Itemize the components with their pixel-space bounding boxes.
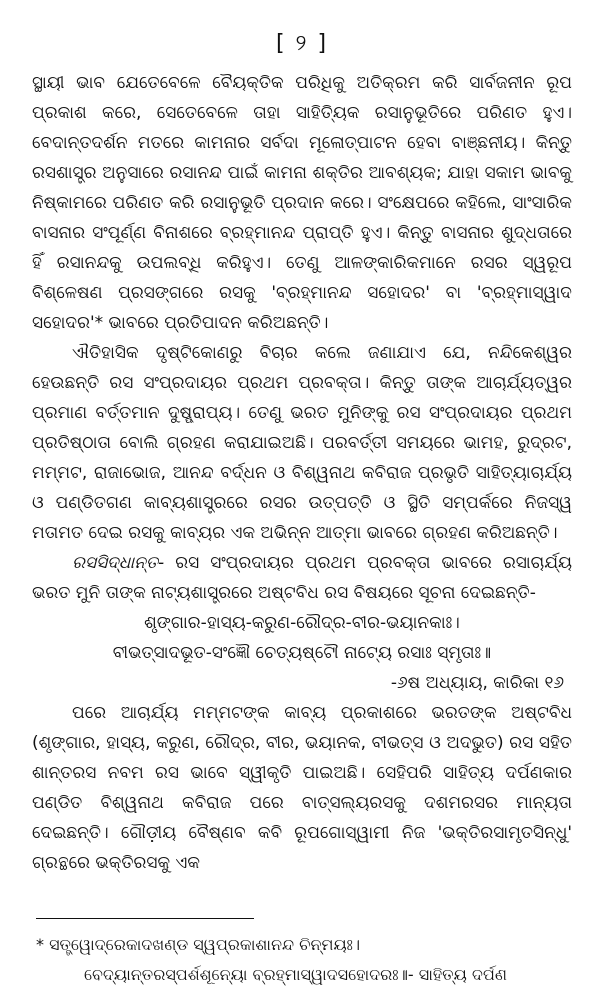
- paragraph-2: ଐତିହାସିକ ଦୃଷ୍ଟିକୋଣରୁ ବିଚାର କଲେ ଜଣାଯାଏ ଯେ, ନନ୍ଦିକେଶ୍ୱର ହେଉଛନ୍ତି ରସ ସଂପ୍ରଦାୟର ପ୍ରଥମ ପ୍ରବକ୍ତା। କିନ୍ତୁ ତାଙ୍କ ଆଚାର୍ଯ୍ୟତ୍ୱର ପ୍ରମାଣ ବର୍ତ୍ତମାନ ଦୁଷ୍ପ୍ରାପ୍ୟ। ତେଣୁ ଭରତ ମୁନିଙ୍କୁ ରସ ସଂପ୍ରଦାୟର ପ୍ରଥମ ପ୍ରତିଷ୍ଠାତା ବୋଲି ଗ୍ରହଣ କରାଯାଇଅଛି। ପରବର୍ତ୍ତୀ ସମୟରେ ଭାମହ, ରୁଦ୍ରଟ, ମମ୍ମଟ, ରାଜାଭୋଜ, ଆନନ୍ଦ ବର୍ଦ୍ଧନ ଓ ବିଶ୍ୱନାଥ କବିରାଜ ପ୍ରଭୃତି ସାହିତ୍ୟାଚାର୍ଯ୍ୟ ଓ ପଣ୍ଡିତଗଣ କାବ୍ୟଶାସ୍ତ୍ରରେ ରସର ଉତ୍ପତ୍ତି ଓ ସ୍ଥିତି ସମ୍ପର୍କରେ ନିଜସ୍ୱ ମତାମତ ଦେଇ ରସକୁ କାବ୍ୟର ଏକ ଅଭିନ୍ନ ଆତ୍ମା ଭାବରେ ଗ୍ରହଣ କରିଅଛନ୍ତି।: [32, 343, 572, 543]
- footnote-line-2: ବେଦ୍ୟାନ୍ତରସ୍ପର୍ଶଶୂନ୍ୟୋ ବ୍ରହ୍ମାସ୍ୱାଦସହୋଦରଃ॥- ସାହିତ୍ୟ ଦର୍ପଣ: [84, 965, 507, 984]
- section-lead-rasasiddhanta: ରସସିଦ୍ଧାନ୍ତ-: [72, 553, 165, 573]
- verse-reference: -୬ଷ ଅଧ୍ୟାୟ, କାରିକା ୧୬: [390, 673, 564, 693]
- paragraph-3: [32, 548, 572, 608]
- verse-line-1: ଶୃଙ୍ଗାର-ହାସ୍ୟ-କରୁଣ-ରୌଦ୍ର-ବୀର-ଭୟାନକାଃ।: [144, 613, 460, 633]
- footnote: [32, 930, 572, 990]
- footnote-divider: [36, 918, 254, 919]
- paragraph-1: ସ୍ଥାୟୀ ଭାବ ଯେତେବେଳେ ବୈୟକ୍ତିକ ପରିଧିକୁ ଅତିକ୍ରମ କରି ସାର୍ବଜନୀନ ରୂପ ପ୍ରକାଶ କରେ, ସେତେବେଳେ ତାହା ସାହିତ୍ୟିକ ରସାନୁଭୂତିରେ ପରିଣତ ହୁଏ। ବେଦାନ୍ତଦର୍ଶନ ମତରେ କାମନାର ସର୍ବଦା ମୂଳୋତ୍ପାଟନ ହେବା ବାଞ୍ଛନୀୟ। କିନ୍ତୁ ରସଶାସ୍ତ୍ର ଅନୁସାରେ ରସାନନ୍ଦ ପାଇଁ କାମନା ଶକ୍ତିର ଆବଶ୍ୟକ; ଯାହା ସକାମ ଭାବକୁ ନିଷ୍କାମରେ ପରିଣତ କରି ରସାନୁଭୂତି ପ୍ରଦାନ କରେ। ସଂକ୍ଷେପରେ କହିଲେ, ସାଂସାରିକ ବାସନାର ସଂପୂର୍ଣ୍ଣ ବିନାଶରେ ବ୍ରହ୍ମାନନ୍ଦ ପ୍ରାପ୍ତି ହୁଏ। କିନ୍ତୁ ବାସନାର ଶୁଦ୍ଧତାରେ ହିଁ ରସାନନ୍ଦକୁ ଉପଲବ୍ଧି କରିହୁଏ। ତେଣୁ ଆଳଙ୍କାରିକମାନେ ରସର ସ୍ୱରୂପ ବିଶ୍ଳେଷଣ ପ୍ରସଙ୍ଗରେ ରସକୁ 'ବ୍ରହ୍ମାନନ୍ଦ ସହୋଦର' ବା 'ବ୍ରହ୍ମାସ୍ୱାଦ ସହୋଦର'* ଭାବରେ ପ୍ରତିପାଦନ କରିଅଛନ୍ତି।: [32, 73, 572, 333]
- verse-line-2: ବୀଭତ୍ସାଦଭୂତ-ସଂଜ୍ଞୌ ଚେତ୍ୟଷ୍ଟୌ ନାଟ୍ୟେ ରସାଃ ସ୍ମୃତାଃ॥: [112, 643, 492, 663]
- paragraph-3-text: ରସ ସଂପ୍ରଦାୟର ପ୍ରଥମ ପ୍ରବକ୍ତା ଭାବରେ ରସାଚାର୍ଯ୍ୟ ଭରତ ମୁନି ତାଙ୍କ ନାଟ୍ୟଶାସ୍ତ୍ରରେ ଅଷ୍ଟବିଧ ରସ ବିଷୟରେ ସୂଚନା ଦେଇଛନ୍ତି-: [32, 553, 572, 603]
- paragraph-4: ପରେ ଆଚାର୍ଯ୍ୟ ମମ୍ମଟଙ୍କ କାବ୍ୟ ପ୍ରକାଶରେ ଭରତଙ୍କ ଅଷ୍ଟବିଧ (ଶୃଙ୍ଗାର, ହାସ୍ୟ, କରୁଣ, ରୌଦ୍ର, ବୀର, ଭୟାନକ, ବୀଭତ୍ସ ଓ ଅଦଭୁତ) ରସ ସହିତ ଶାନ୍ତରସ ନବମ ରସ ଭାବେ ସ୍ୱୀକୃତି ପାଇଅଛି। ସେହିପରି ସାହିତ୍ୟ ଦର୍ପଣକାର ପଣ୍ଡିତ ବିଶ୍ୱନାଥ କବିରାଜ ପରେ ବାତ୍ସଲ୍ୟରସକୁ ଦଶମରସର ମାନ୍ୟତା ଦେଇଛନ୍ତି। ଗୌଡ଼ୀୟ ବୈଷ୍ଣବ କବି ରୂପଗୋସ୍ୱାମୀ ନିଜ 'ଭକ୍ତିରସାମୃତସିନ୍ଧୁ' ଗ୍ରନ୍ଥରେ ଭକ୍ତିରସକୁ ଏକ: [32, 703, 572, 873]
- page-number: [ ୨ ]: [275, 31, 329, 56]
- footnote-line-1: * ସତ୍ତ୍ୱୋଦ୍ରେକାଦଖଣ୍ଡ ସ୍ୱପ୍ରକାଶାନନ୍ଦ ଚିନ୍ମୟଃ।: [36, 935, 361, 954]
